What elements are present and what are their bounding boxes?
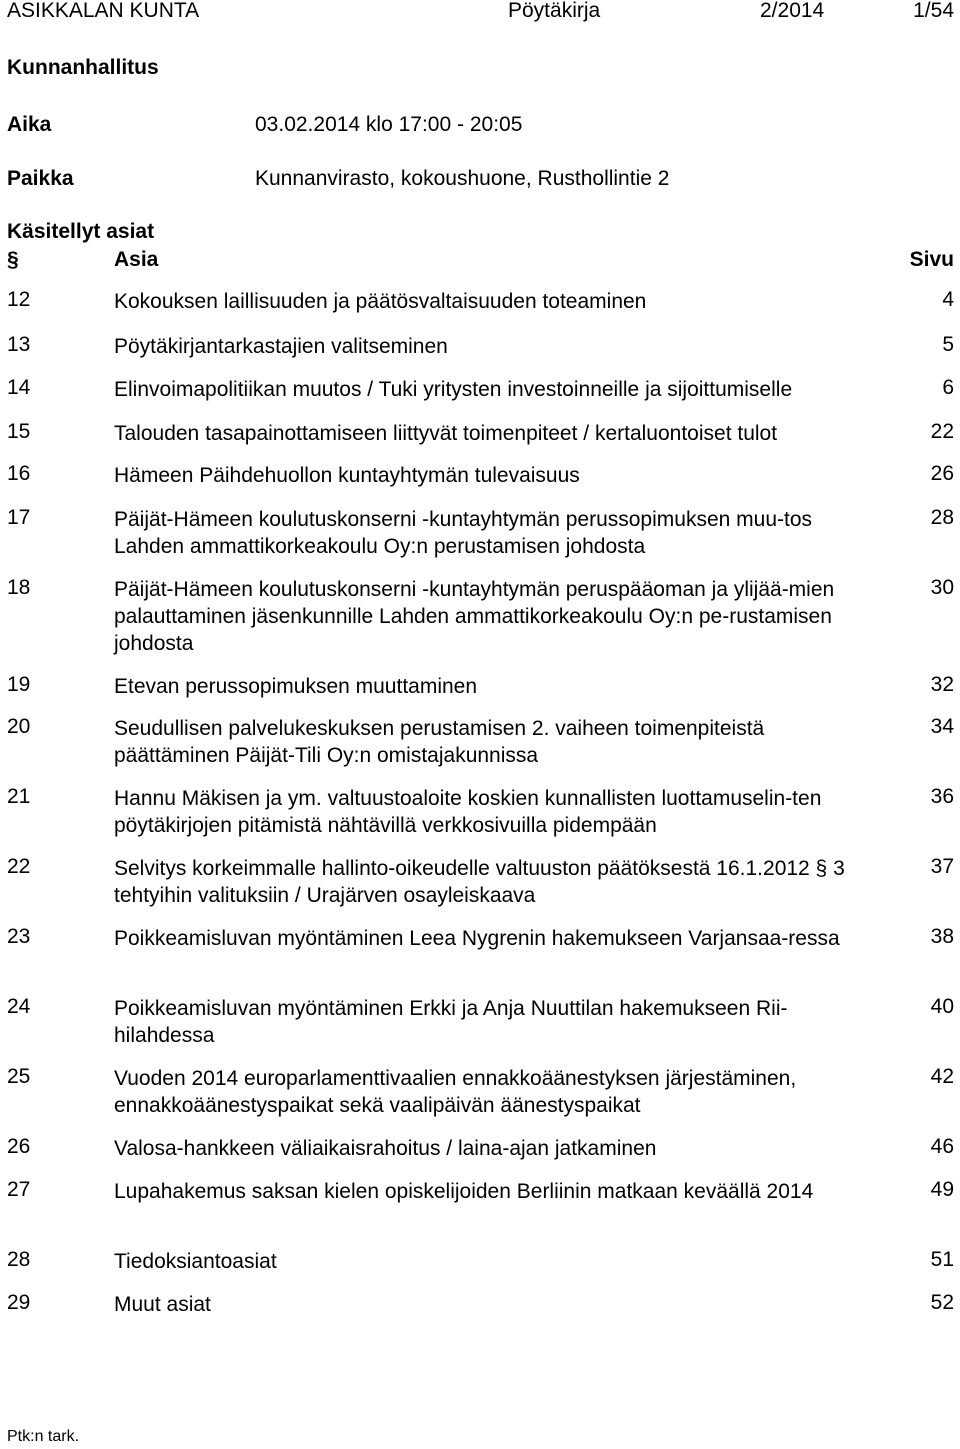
agenda-item-number: 12: [7, 288, 31, 311]
footer-note: Ptk:n tark.: [7, 1428, 80, 1445]
agenda-item-number: 15: [7, 420, 31, 443]
agenda-item-number: 29: [7, 1291, 31, 1314]
agenda-item-title: Poikkeamisluvan myöntäminen Leea Nygrenin hakemukseen Varjansaa-ressa: [114, 927, 840, 950]
subject-column-header: Asia: [114, 248, 159, 271]
agenda-item-title: Pöytäkirjantarkastajien valitseminen: [114, 335, 448, 358]
agenda-item-number: 24: [7, 995, 31, 1018]
agenda-item-page: 36: [930, 785, 954, 808]
agenda-item-title: Talouden tasapainottamiseen liittyvät toimenpiteet / kertaluontoiset tulot: [114, 422, 778, 445]
agenda-item-number: 18: [7, 576, 31, 599]
agenda-item-number: 28: [7, 1248, 31, 1271]
time-value: 03.02.2014 klo 17:00 - 20:05: [255, 113, 523, 136]
agenda-item-number: 26: [7, 1135, 31, 1158]
place-label: Paikka: [7, 167, 74, 190]
page-indicator: 1/54: [913, 0, 954, 22]
agenda-item-page: 46: [930, 1135, 954, 1158]
agenda-item-title: Seudullisen palvelukeskuksen perustamisen 2. vaiheen toimenpiteistä päättäminen Päijät-Tili Oy:n omistajakunnissa: [114, 717, 765, 767]
agenda-item[interactable]: [0, 506, 960, 562]
agenda-item-number: 25: [7, 1065, 31, 1088]
agenda-item-title: Lupahakemus saksan kielen opiskelijoiden Berliinin matkaan keväällä 2014: [114, 1180, 814, 1203]
agenda-item-page: 4: [942, 288, 954, 311]
agenda-item-title: Poikkeamisluvan myöntäminen Erkki ja Anja Nuuttilan hakemukseen Rii-hilahdessa: [114, 997, 788, 1047]
agenda-item[interactable]: [0, 1291, 960, 1351]
agenda-item-page: 49: [930, 1178, 954, 1201]
agenda-item-number: 21: [7, 785, 31, 808]
agenda-item-page: 30: [930, 576, 954, 599]
agenda-item-number: 16: [7, 462, 31, 485]
agenda-item[interactable]: [0, 855, 960, 911]
agenda-item-number: 19: [7, 673, 31, 696]
agenda-item-title: Kokouksen laillisuuden ja päätösvaltaisuuden toteaminen: [114, 290, 647, 313]
agenda-item-title: Päijät-Hämeen koulutuskonserni -kuntayhtymän perussopimuksen muu-tos Lahden ammattikorkeakoulu Oy:n perustamisen johdosta: [114, 508, 813, 558]
agenda-item-number: 27: [7, 1178, 31, 1201]
agenda-item-page: 6: [942, 376, 954, 399]
agenda-item-number: 14: [7, 376, 31, 399]
agenda-item-number: 23: [7, 925, 31, 948]
agenda-item-title: Valosa-hankkeen väliaikaisrahoitus / laina-ajan jatkaminen: [114, 1137, 657, 1160]
agenda-item[interactable]: [0, 925, 960, 981]
place-value: Kunnanvirasto, kokoushuone, Rusthollintie 2: [255, 167, 670, 190]
agenda-item-page: 51: [930, 1248, 954, 1271]
agenda-item-page: 42: [930, 1065, 954, 1088]
agenda-item-title: Hämeen Päihdehuollon kuntayhtymän tulevaisuus: [114, 464, 580, 487]
agenda-item-page: 37: [930, 855, 954, 878]
agenda-item-title: Tiedoksiantoasiat: [114, 1250, 277, 1273]
agenda-item-title: Vuoden 2014 europarlamenttivaalien ennakkoäänestyksen järjestäminen, ennakkoäänestyspaikat sekä vaalipäivän äänestyspaikat: [114, 1067, 797, 1117]
time-label: Aika: [7, 113, 52, 136]
agenda-item-title: Etevan perussopimuksen muuttaminen: [114, 675, 478, 698]
agenda-item[interactable]: [0, 715, 960, 771]
municipality-name: ASIKKALAN KUNTA: [7, 0, 200, 22]
document-type: Pöytäkirja: [508, 0, 601, 22]
agenda-item-page: 52: [930, 1291, 954, 1314]
agenda-item-page: 38: [930, 925, 954, 948]
agenda-item[interactable]: [0, 995, 960, 1051]
agenda-item-page: 40: [930, 995, 954, 1018]
agenda-item-page: 32: [930, 673, 954, 696]
agenda-item-title: Selvitys korkeimmalle hallinto-oikeudelle valtuuston päätöksestä 16.1.2012 § 3 tehtyihin valituksiin / Urajärven osayleiskaava: [114, 857, 845, 907]
agenda-item-title: Hannu Mäkisen ja ym. valtuustoaloite koskien kunnallisten luottamuselin-ten pöytäkirjojen pitämistä nähtävillä verkkosivuilla pidempään: [114, 787, 822, 837]
document-number: 2/2014: [760, 0, 825, 22]
agenda-item-page: 34: [930, 715, 954, 738]
agenda-item-page: 28: [930, 506, 954, 529]
agenda-item[interactable]: [0, 576, 960, 660]
agenda-item-number: 17: [7, 506, 31, 529]
body-name: Kunnanhallitus: [7, 56, 159, 79]
agenda-section-title: Käsitellyt asiat: [7, 220, 155, 243]
agenda-item-number: 22: [7, 855, 31, 878]
agenda-item-page: 5: [942, 333, 954, 356]
agenda-item[interactable]: [0, 785, 960, 841]
agenda-item-number: 20: [7, 715, 31, 738]
agenda-item-title: Muut asiat: [114, 1293, 211, 1316]
agenda-item[interactable]: [0, 1178, 960, 1234]
agenda-item-page: 26: [930, 462, 954, 485]
agenda-item[interactable]: [0, 1065, 960, 1121]
agenda-item-title: Päijät-Hämeen koulutuskonserni -kuntayhtymän peruspääoman ja ylijää-mien palauttaminen jäsenkunnille Lahden ammattikorkeakoulu Oy:n pe-rustamisen johdosta: [114, 578, 835, 655]
agenda-item-page: 22: [930, 420, 954, 443]
agenda-item-number: 13: [7, 333, 31, 356]
section-sign-header: §: [7, 248, 19, 271]
agenda-item-title: Elinvoimapolitiikan muutos / Tuki yritysten investoinneille ja sijoittumiselle: [114, 378, 793, 401]
page-column-header: Sivu: [909, 248, 954, 271]
